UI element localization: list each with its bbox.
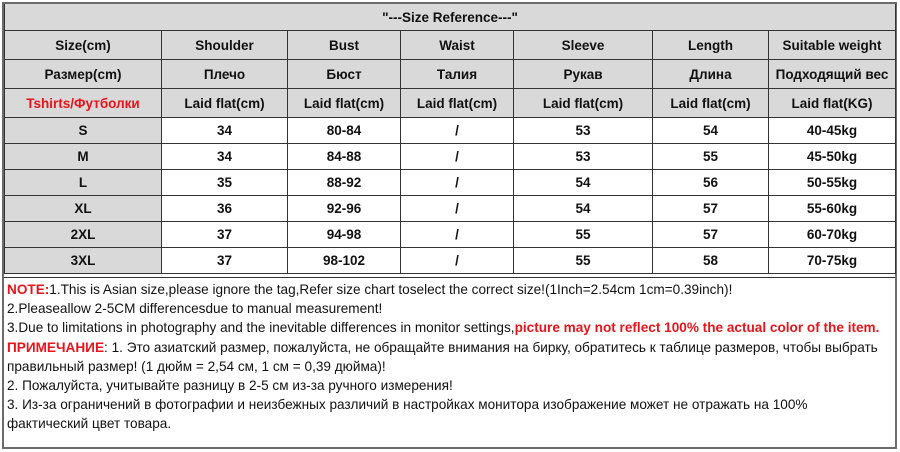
- table-row: [5, 170, 896, 196]
- header-cell: Laid flat(cm): [162, 89, 288, 118]
- cell: 98-102: [288, 248, 401, 274]
- cell: 55: [514, 248, 653, 274]
- cell: 36: [162, 196, 288, 222]
- table-row: [5, 144, 896, 170]
- cell: 53: [514, 118, 653, 144]
- header-cell: Laid flat(cm): [653, 89, 769, 118]
- header-cell: Sleeve: [514, 31, 653, 60]
- cell: /: [401, 144, 514, 170]
- cell: 60-70kg: [769, 222, 896, 248]
- category-label: Tshirts/Футболки: [5, 89, 162, 118]
- note-en-1: NOTE:1.This is Asian size,please ignore the tag,Refer size chart toselect the correct size!(1Inch=2.54cm 1cm=0.39inch)!: [7, 282, 733, 297]
- table-row: [5, 118, 896, 144]
- cell: 57: [653, 196, 769, 222]
- cell: 70-75kg: [769, 248, 896, 274]
- cell: 35: [162, 170, 288, 196]
- table-row: [5, 196, 896, 222]
- header-cell: Рукав: [514, 60, 653, 89]
- size-cell: M: [5, 144, 162, 170]
- size-cell: L: [5, 170, 162, 196]
- size-cell: XL: [5, 196, 162, 222]
- header-cell: Подходящий вес: [769, 60, 896, 89]
- cell: 54: [653, 118, 769, 144]
- cell: 84-88: [288, 144, 401, 170]
- cell: 34: [162, 144, 288, 170]
- table-row: [5, 222, 896, 248]
- header-cell: Shoulder: [162, 31, 288, 60]
- cell: /: [401, 170, 514, 196]
- cell: 56: [653, 170, 769, 196]
- note-en-2: 2.Pleaseallow 2-5CM differencesdue to manual measurement!: [7, 301, 383, 317]
- cell: 55-60kg: [769, 196, 896, 222]
- cell: 45-50kg: [769, 144, 896, 170]
- cell: 57: [653, 222, 769, 248]
- cell: 37: [162, 222, 288, 248]
- header-cell: Size(cm): [5, 31, 162, 60]
- note-label-ru: ПРИМЕЧАНИЕ: [7, 339, 105, 355]
- header-cell: Waist: [401, 31, 514, 60]
- cell: 88-92: [288, 170, 401, 196]
- size-cell: 2XL: [5, 222, 162, 248]
- header-cell: Laid flat(cm): [401, 89, 514, 118]
- cell: 54: [514, 196, 653, 222]
- size-table: [4, 4, 896, 274]
- header-row-ru: [5, 60, 896, 89]
- cell: 55: [653, 144, 769, 170]
- header-cell: Талия: [401, 60, 514, 89]
- cell: 92-96: [288, 196, 401, 222]
- cell: 94-98: [288, 222, 401, 248]
- cell: 80-84: [288, 118, 401, 144]
- cell: 54: [514, 170, 653, 196]
- cell: 34: [162, 118, 288, 144]
- header-cell: Laid flat(KG): [769, 89, 896, 118]
- size-cell: 3XL: [5, 248, 162, 274]
- header-cell: Laid flat(cm): [288, 89, 401, 118]
- header-cell: Длина: [653, 60, 769, 89]
- header-cell: Suitable weight: [769, 31, 896, 60]
- header-cell: Плечо: [162, 60, 288, 89]
- header-row-unit: [5, 89, 896, 118]
- notes-section: [4, 277, 895, 434]
- header-cell: Размер(cm): [5, 60, 162, 89]
- size-cell: S: [5, 118, 162, 144]
- note-ru-2: 2. Пожалуйста, учитывайте разницу в 2-5 см из-за ручного измерения!: [7, 378, 453, 394]
- header-cell: Laid flat(cm): [514, 89, 653, 118]
- cell: /: [401, 222, 514, 248]
- cell: 37: [162, 248, 288, 274]
- header-row-en: [5, 31, 896, 60]
- note-label: NOTE:: [7, 282, 50, 297]
- note-ru-1: ПРИМЕЧАНИЕ: 1. Это азиатский размер, пожалуйста, не обращайте внимания на бирку, обратитесь к таблице размеров, чтобы выбрать правильный размер! (1 дюйм = 2,54 см, 1 см = 0,39 дюйма)!: [7, 339, 878, 374]
- cell: /: [401, 248, 514, 274]
- cell: /: [401, 118, 514, 144]
- header-cell: Bust: [288, 31, 401, 60]
- note-en-3: 3.Due to limitations in photography and the inevitable differences in monitor settings,picture may not reflect 100% the actual color of the item.: [7, 320, 880, 336]
- table-title: "---Size Reference---": [5, 4, 896, 31]
- cell: /: [401, 196, 514, 222]
- cell: 58: [653, 248, 769, 274]
- cell: 50-55kg: [769, 170, 896, 196]
- size-chart: [2, 2, 897, 449]
- table-row: [5, 248, 896, 274]
- header-cell: Бюст: [288, 60, 401, 89]
- header-cell: Length: [653, 31, 769, 60]
- cell: 55: [514, 222, 653, 248]
- note-ru-3: 3. Из-за ограничений в фотографии и неизбежных различий в настройках монитора изображение может не отражать на 100% фактический цвет товара.: [7, 397, 808, 432]
- cell: 40-45kg: [769, 118, 896, 144]
- cell: 53: [514, 144, 653, 170]
